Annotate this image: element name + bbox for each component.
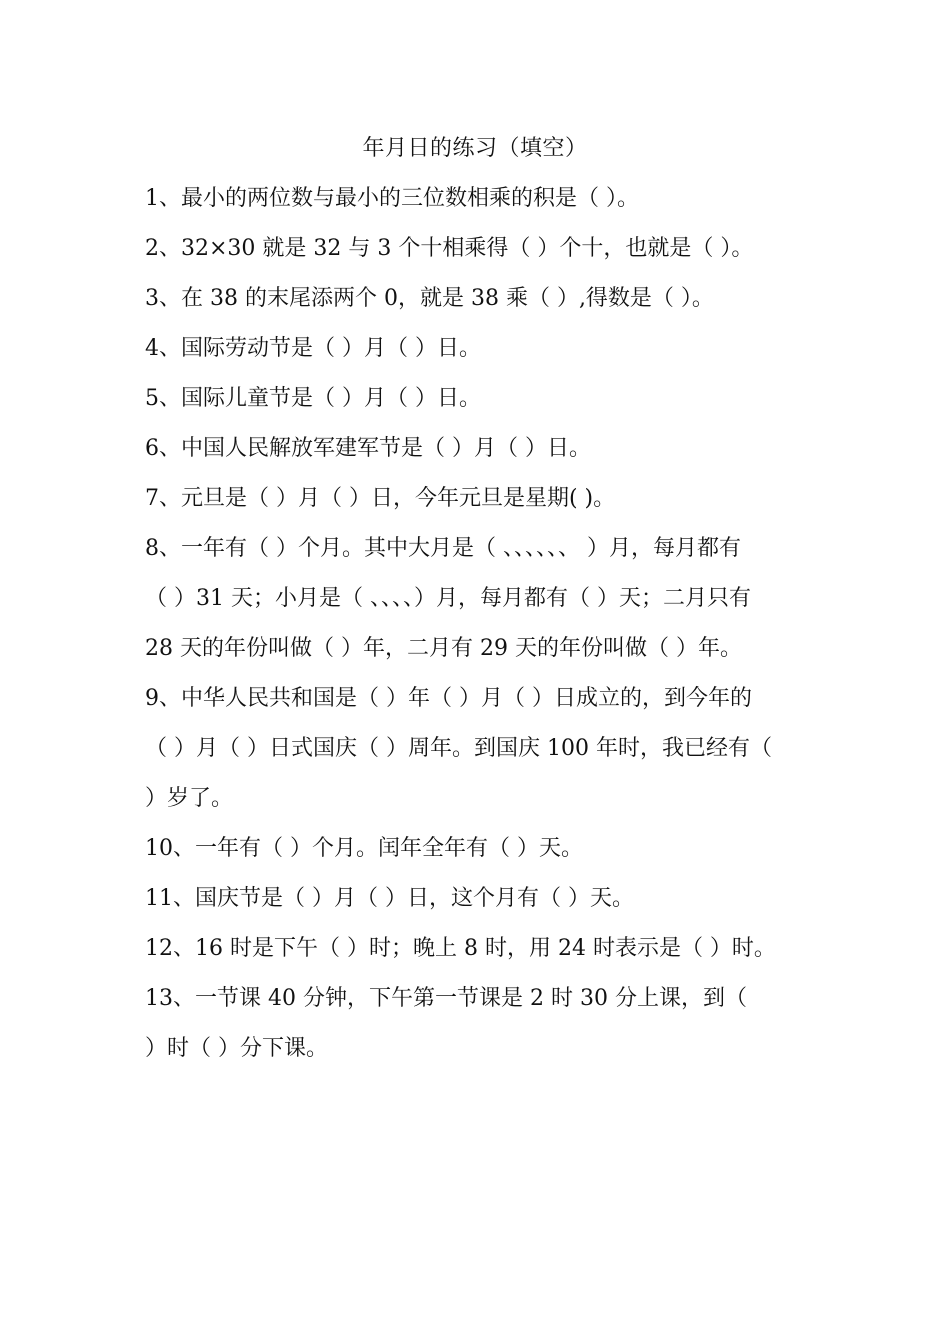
question-2: 2、32×30 就是 32 与 3 个十相乘得（ ）个十，也就是（ ）。	[145, 236, 754, 261]
question-7: 7、元旦是（ ）月（ ）日，今年元旦是星期( )。	[145, 486, 616, 511]
question-9-line-2: （ ）月（ ）日式国庆（ ）周年。到国庆 100 年时，我已经有（	[145, 736, 772, 761]
question-9-line-3: ）岁了。	[145, 786, 234, 811]
question-1: 1、最小的两位数与最小的三位数相乘的积是（ ）。	[145, 186, 639, 211]
question-6: 6、中国人民解放军建军节是（ ）月（ ）日。	[145, 436, 591, 461]
question-13-line-1: 13、一节课 40 分钟，下午第一节课是 2 时 30 分上课，到（	[145, 986, 747, 1011]
question-10: 10、一年有（ ）个月。闰年全年有（ ）天。	[145, 836, 583, 861]
question-8-line-3: 28 天的年份叫做（ ）年，二月有 29 天的年份叫做（ ）年。	[145, 636, 742, 661]
question-12: 12、16 时是下午（ ）时；晚上 8 时，用 24 时表示是（ ）时。	[145, 936, 776, 961]
question-8-line-1: 8、一年有（ ）个月。其中大月是（ 、、、、、、 ）月，每月都有	[145, 536, 741, 561]
question-5: 5、国际儿童节是（ ）月（ ）日。	[145, 386, 481, 411]
worksheet-title: 年月日的练习（填空）	[362, 136, 588, 161]
question-3: 3、在 38 的末尾添两个 0，就是 38 乘（ ）,得数是（ ）。	[145, 286, 714, 311]
question-9-line-1: 9、中华人民共和国是（ ）年（ ）月（ ）日成立的，到今年的	[145, 686, 752, 711]
question-11: 11、国庆节是（ ）月（ ）日，这个月有（ ）天。	[145, 886, 634, 911]
question-8-line-2: （ ）31 天；小月是（ 、、、、）月，每月都有（ ）天；二月只有	[145, 586, 751, 611]
question-13-line-2: ）时（ ）分下课。	[145, 1036, 328, 1061]
question-4: 4、国际劳动节是（ ）月（ ）日。	[145, 336, 481, 361]
